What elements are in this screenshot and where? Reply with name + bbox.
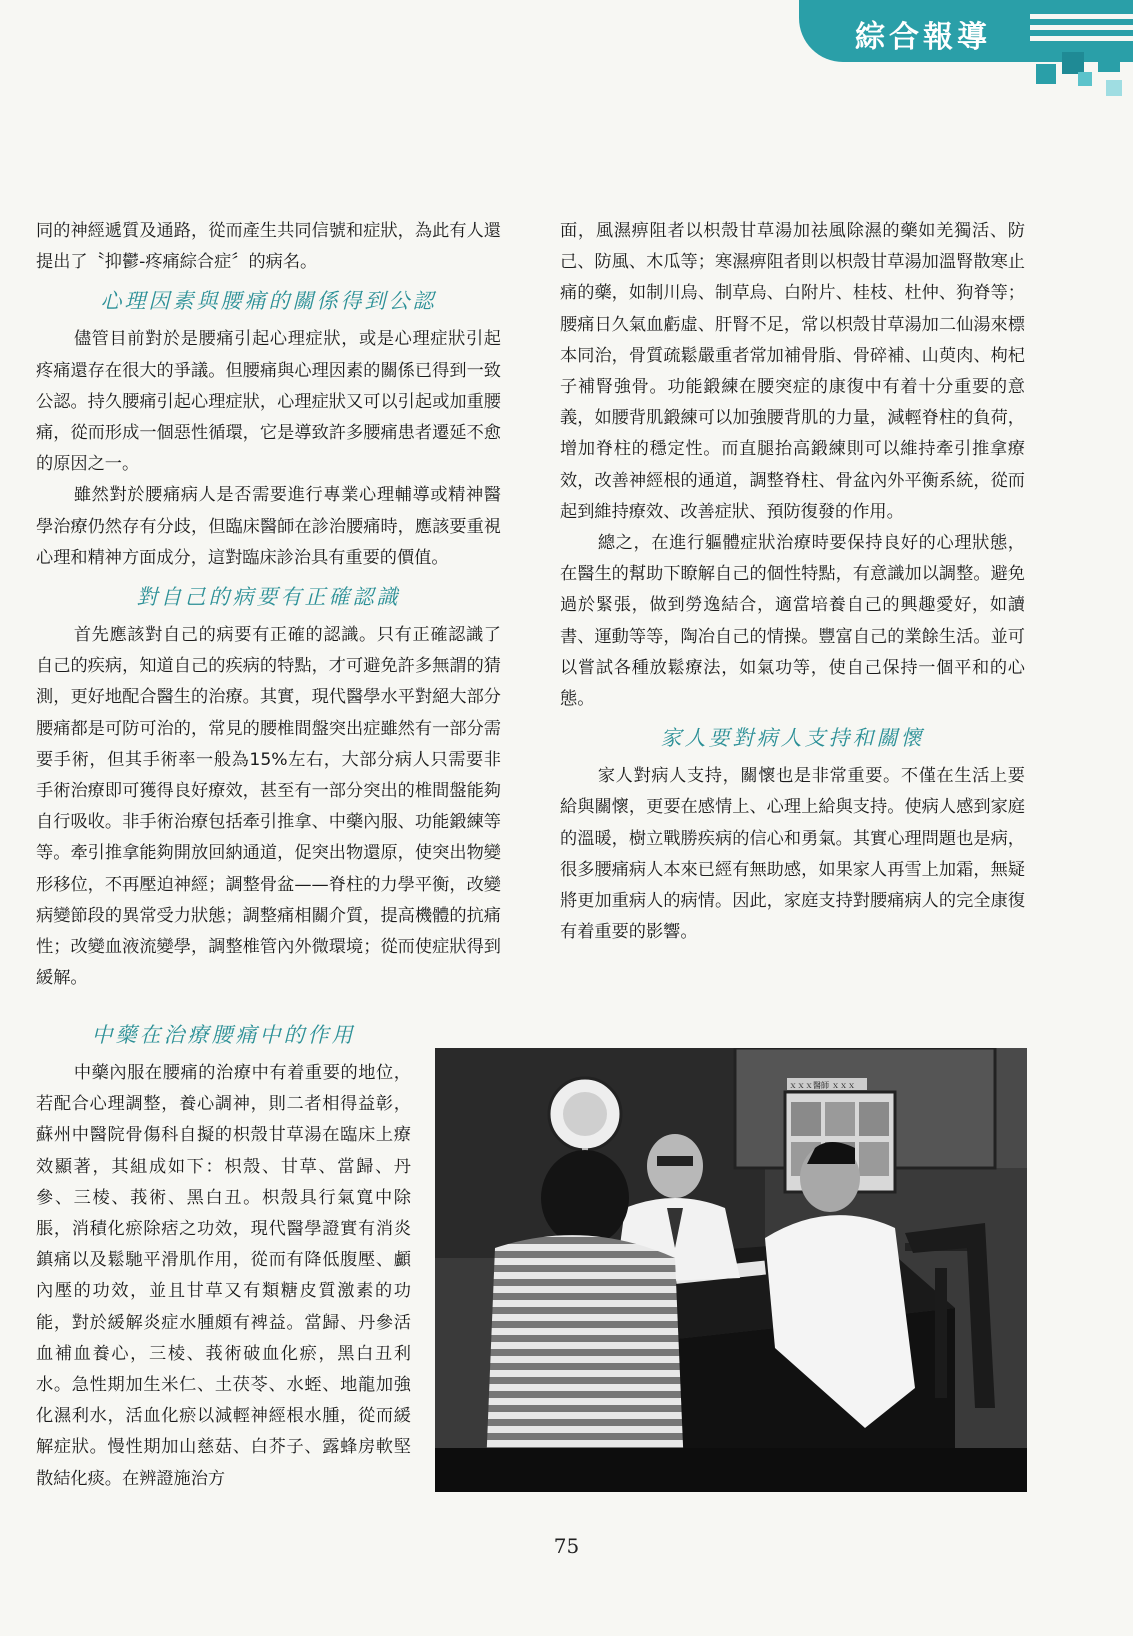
paragraph: 中藥內服在腰痛的治療中有着重要的地位，若配合心理調整，養心調神，則二者相得益彰，蘇州中醫院骨傷科自擬的枳殼甘草湯在臨床上療效顯著，其組成如下：枳殼、甘草、當歸、丹參、三棱、莪術、黑白丑。枳殼具行氣寬中除脹，消積化瘀除痞之功效，現代醫學證實有消炎鎮痛以及鬆馳平滑肌作用，從而有降低腹壓、顱內壓的功效，並且甘草又有類糖皮質激素的功能，對於緩解炎症水腫頗有裨益。當歸、丹參活血補血養心，三棱、莪術破血化瘀，黑白丑利水。急性期加生米仁、土茯苓、水蛭、地龍加強化濕利水，活血化瘀以減輕神經根水腫，從而緩解症狀。慢性期加山慈菇、白芥子、露蜂房軟堅散結化痰。在辨證施治方 [36,1063,411,1489]
paragraph: 儘管目前對於是腰痛引起心理症狀，或是心理症狀引起疼痛還存在很大的爭議。但腰痛與心理因素的關係已得到一致公認。持久腰痛引起心理症狀，心理症狀又可以引起或加重腰痛，從而形成一個惡性循環，它是導致許多腰痛患者遷延不愈的原因之一。 [36,329,501,475]
paragraph: 首先應該對自己的病要有正確的認識。只有正確認識了自己的疾病，知道自己的疾病的特點，才可避免許多無謂的猜測，更好地配合醫生的治療。其實，現代醫學水平對絕大部分腰痛都是可防可治的，常見的腰椎間盤突出症雖然有一部分需要手術，但其手術率一般為15%左右，大部分病人只需要非手術治療即可獲得良好療效，甚至有一部分突出的椎間盤能夠自行吸收。非手術治療包括牽引推拿、中藥內服、功能鍛練等等。牽引推拿能夠開放回納通道，促突出物還原，使突出物變形移位，不再壓迫神經；調整骨盆——脊柱的力學平衡，改變病變節段的異常受力狀態；調整痛相關介質，提高機體的抗痛性；改變血液流變學，調整椎管內外微環境；從而使症狀得到緩解。 [36,625,501,989]
consultation-photo [435,1048,1027,1492]
section-label: 綜合報導 [855,20,991,55]
heading-chinese-medicine: 中藥在治療腰痛中的作用 [91,1023,356,1047]
paragraph: 總之，在進行軀體症狀治療時要保持良好的心理狀態，在醫生的幫助下瞭解自己的個性特點，有意識加以調整。避免過於緊張，做到勞逸結合，適當培養自己的興趣愛好，如讀書、運動等等，陶冶自己的情操。豐富自己的業餘生活。並可以嘗試各種放鬆療法，如氣功等，使自己保持一個平和的心態。 [560,533,1025,710]
left-column [36,216,501,994]
page-number: 75 [553,1534,580,1558]
left-column-lower [36,1018,411,1495]
paragraph: 面，風濕痹阻者以枳殼甘草湯加祛風除濕的藥如羌獨活、防己、防風、木瓜等；寒濕痹阻者則以枳殼甘草湯加溫腎散寒止痛的藥，如制川烏、制草烏、白附片、桂枝、杜仲、狗脊等；腰痛日久氣血虧虛、肝腎不足，常以枳殼甘草湯加二仙湯來標本同治，骨質疏鬆嚴重者常加補骨脂、骨碎補、山萸肉、枸杞子補腎強骨。功能鍛練在腰突症的康復中有着十分重要的意義，如腰背肌鍛練可以加強腰背肌的力量，減輕脊柱的負荷，增加脊柱的穩定性。而直腿抬高鍛練則可以維持牽引推拿療效，改善神經根的通道，調整脊柱、骨盆內外平衡系統，從而起到維持療效、改善症狀、預防復發的作用。 [560,221,1025,522]
consultation-photo-illustration [435,1048,1027,1492]
intro-paragraph: 同的神經遞質及通路，從而產生共同信號和症狀，為此有人還提出了〝抑鬱-疼痛綜合症〞的病名。 [36,221,501,273]
heading-psychology-back-pain: 心理因素與腰痛的關係得到公認 [100,289,437,314]
decorative-squares [1036,44,1133,100]
heading-correct-understanding: 對自己的病要有正確認識 [136,585,401,610]
heading-family-support: 家人要對病人支持和關懷 [660,726,925,751]
right-column [560,216,1025,948]
paragraph: 家人對病人支持，關懷也是非常重要。不僅在生活上要給與關懷，更要在感情上、心理上給與支持。使病人感到家庭的溫暖，樹立戰勝疾病的信心和勇氣。其實心理問題也是病，很多腰痛病人本來已經有無助感，如果家人再雪上加霜，無疑將更加重病人的病情。因此，家庭支持對腰痛病人的完全康復有着重要的影響。 [560,766,1025,943]
paragraph: 雖然對於腰痛病人是否需要進行專業心理輔導或精神醫學治療仍然存有分歧，但臨床醫師在診治腰痛時，應該要重視心理和精神方面成分，這對臨床診治具有重要的價值。 [36,485,501,568]
wall-sign: ｘｘｘ醫師 ｘｘｘ [789,1081,856,1090]
